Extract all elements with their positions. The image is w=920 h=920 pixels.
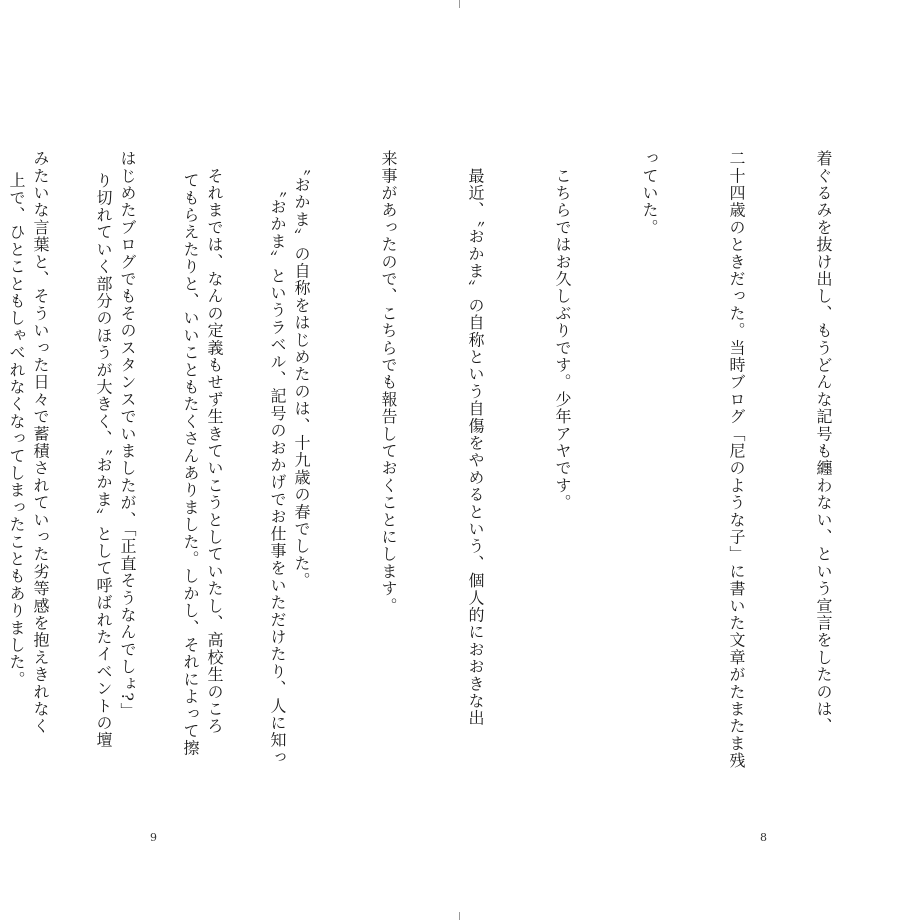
right-line-7: 〝おかま〟の自称をはじめたのは、十九歳の春でした。 bbox=[292, 150, 311, 590]
right-line-10: みたいな言葉と、そういった日々で蓄積されていった劣等感を抱えきれなく bbox=[31, 150, 50, 735]
left-page-body bbox=[0, 172, 350, 766]
right-line-9: はじめたブログでもそのスタンスでいましたが、「正直そうなんでしょ?」 bbox=[118, 150, 137, 720]
right-line-1: 着ぐるみを抜け出し、もうどんな記号も纏わない、という宣言をしたのは、 bbox=[814, 150, 833, 735]
top-trim-mark bbox=[459, 0, 460, 8]
left-page-number: 9 bbox=[150, 831, 157, 844]
right-line-2: 二十四歳のときだった。当時ブログ「尼のような子」に書いた文章がたまたま残 bbox=[727, 150, 746, 770]
right-line-6: 来事があったので、こちらでも報告しておくことにします。 bbox=[379, 150, 398, 615]
left-line-4: 上で、ひとこともしゃべれなくなってしまったこともありました。 bbox=[7, 172, 26, 688]
right-page-number: 8 bbox=[760, 831, 767, 844]
right-line-8: それまでは、なんの定義もせず生きていこうとしていたし、高校生のころ bbox=[205, 150, 224, 735]
left-line-2: てもらえたりと、いいこともたくさんありました。しかし、それによって擦 bbox=[181, 172, 200, 757]
right-line-4: こちらではお久しぶりです。少年アヤです。 bbox=[553, 150, 572, 512]
bottom-trim-mark bbox=[459, 912, 460, 920]
right-line-3: っていた。 bbox=[640, 150, 659, 236]
right-line-5: 最近、〝おかま〟の自称という自傷をやめるという、個人的におおきな出 bbox=[466, 150, 485, 727]
left-line-1: 〝おかま〟というラベル、記号のおかげでお仕事をいただけたり、人に知っ bbox=[268, 172, 287, 766]
left-line-3: り切れていく部分のほうが大きく、〝おかま〟として呼ばれたイベントの壇 bbox=[94, 172, 113, 749]
